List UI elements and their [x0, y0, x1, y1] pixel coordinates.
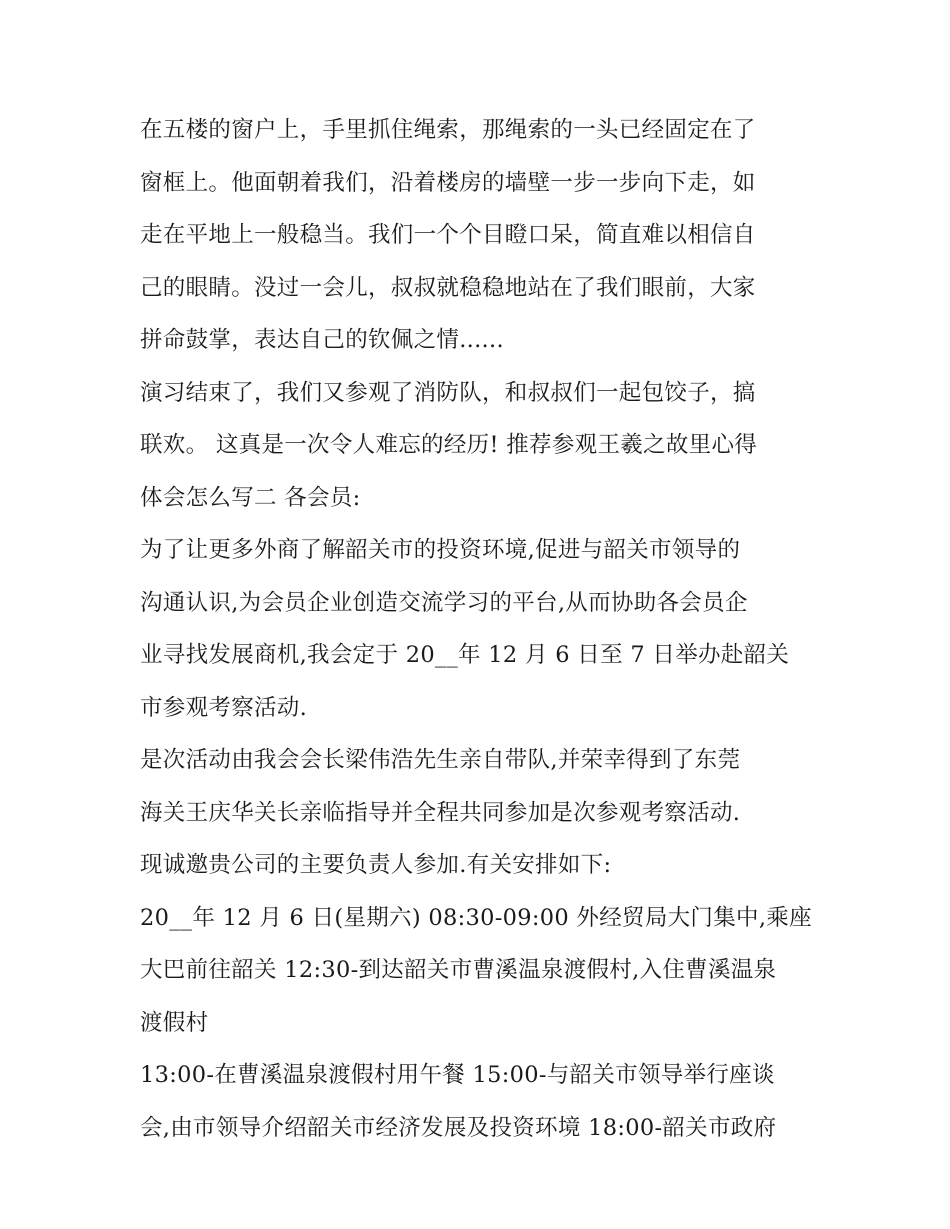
text-line: 窗框上。他面朝着我们，沿着楼房的墙壁一步一步向下走，如 — [140, 169, 756, 196]
text-line: 为了让更多外商了解韶关市的投资环境,促进与韶关市领导的 — [140, 537, 741, 563]
text-line: 大巴前往韶关 12:30-到达韶关市曹溪温泉渡假村,入住曹溪温泉 — [140, 957, 777, 983]
text-line: 海关王庆华关长亲临指导并全程共同参加是次参观考察活动. — [140, 799, 741, 826]
text-line: 市参观考察活动. — [140, 694, 308, 721]
text-line: 现诚邀贵公司的主要负责人参加.有关安排如下: — [140, 852, 612, 878]
text-line: 13:00-在曹溪温泉渡假村用午餐 15:00-与韶关市领导举行座谈 — [140, 1062, 775, 1088]
text-line: 己的眼睛。没过一会儿，叔叔就稳稳地站在了我们眼前，大家 — [140, 274, 756, 301]
text-line: 在五楼的窗户上，手里抓住绳索，那绳索的一头已经固定在了 — [140, 117, 756, 143]
text-line: 20__年 12 月 6 日(星期六) 08:30-09:00 外经贸局大门集中,乘座 — [140, 904, 812, 931]
text-line: 演习结束了，我们又参观了消防队，和叔叔们一起包饺子，搞 — [140, 379, 756, 406]
text-line: 是次活动由我会会长梁伟浩先生亲自带队,并荣幸得到了东莞 — [140, 747, 741, 773]
text-line: 走在平地上一般稳当。我们一个个目瞪口呆，简直难以相信自 — [140, 222, 756, 248]
text-line: 业寻找发展商机,我会定于 20__年 12 月 6 日至 7 日举办赴韶关 — [140, 642, 790, 668]
text-line: 沟通认识,为会员企业创造交流学习的平台,从而协助各会员企 — [140, 589, 748, 616]
text-line: 渡假村 — [140, 1009, 209, 1036]
document-body — [140, 104, 815, 1154]
text-line: 拼命鼓掌，表达自己的钦佩之情...... — [140, 327, 504, 353]
text-line: 联欢。 这真是一次令人难忘的经历! 推荐参观王羲之故里心得 — [140, 432, 758, 458]
text-line: 会,由市领导介绍韶关市经济发展及投资环境 18:00-韶关市政府 — [140, 1114, 777, 1141]
text-line: 体会怎么写二 各会员: — [140, 484, 361, 511]
